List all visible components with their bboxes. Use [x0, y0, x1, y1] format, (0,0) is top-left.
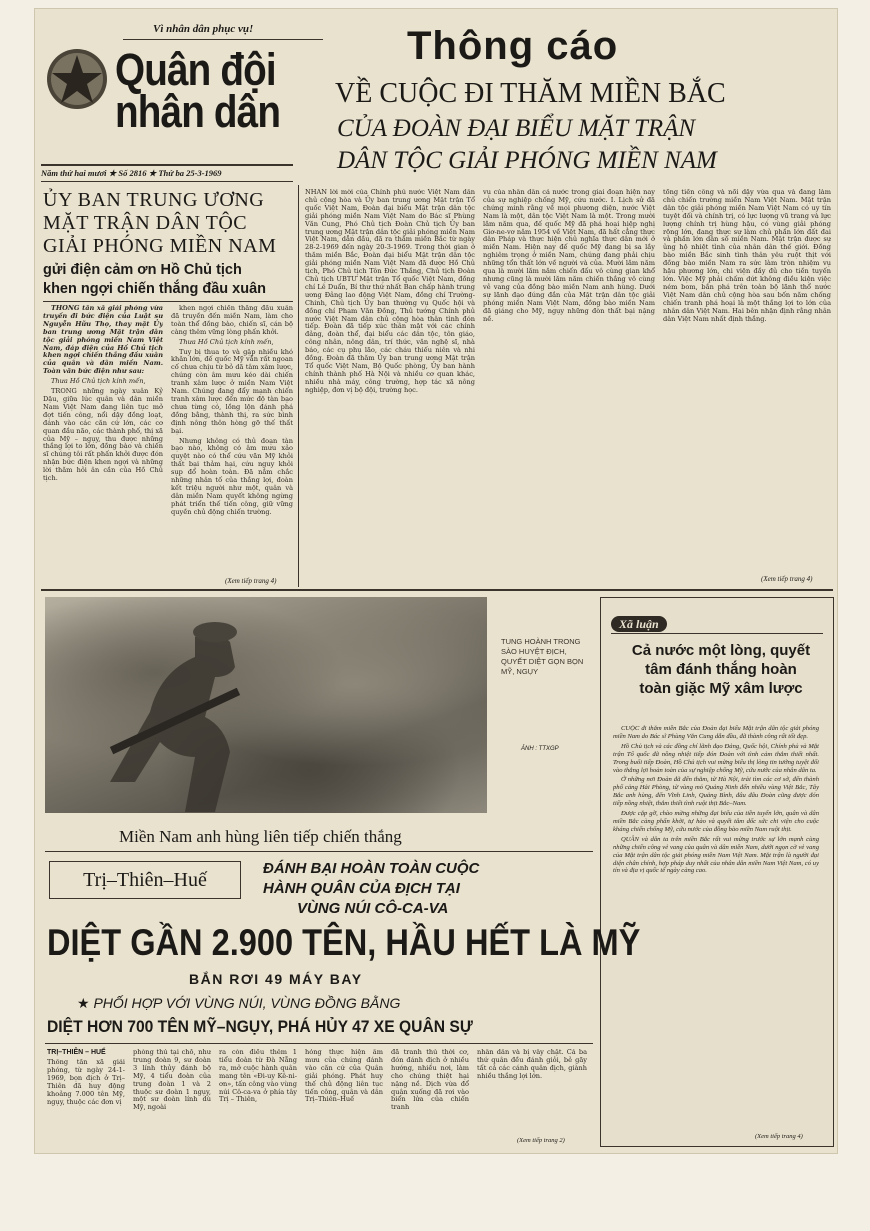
editorial-p5: QUÂN và dân ta trên miền Bắc rất vui mừng trước sự lớn mạnh cùng những chiến công vẻ vang của quân và dân miền Nam, dưới ngọn cờ vẻ vang của Mặt trận dân tộc giải phóng miền Nam Việt Nam. Mặt trận là người đại diện chân chính, hợp pháp duy nhất của nhân dân miền Nam Việt Nam, có uy tín và địa vị quốc tế ngày càng cao. [613, 835, 819, 875]
main-headline-line2: VỀ CUỘC ĐI THĂM MIỀN BẮC [335, 78, 726, 109]
battle-sub2: ★ PHỐI HỢP VỚI VÙNG NÚI, VÙNG ĐỒNG BẰNG [77, 995, 401, 1011]
left-story-body1: TRONG những ngày xuân Kỷ Dậu, giữa lúc quân và dân miền Nam Việt Nam đang liên tục mở đợt tiến công, nổi dậy đồng loạt, đánh vào các căn cứ lớn, các cơ quan đầu não, các thành phố, thị xã của Mỹ – ngụy, thu được những thắng lợi to lớn, đồng bào và chiến sĩ chúng tôi rất phấn khởi được đón nhận bức điện khen ngợi và những lời thăm hỏi ân cần của Hồ Chủ tịch. [43, 387, 163, 483]
battle-col4: hỏng thực hiện âm mưu của chúng đánh vào căn cứ của Quân giải phóng. Phát huy thế chủ động liên tục tiến công, quân và dân Trị–Thiên–Huế [305, 1049, 383, 1104]
column-divider [298, 185, 299, 587]
communique-continued[interactable]: (Xem tiếp trang 4) [761, 575, 813, 583]
battle-continued[interactable]: (Xem tiếp trang 2) [517, 1137, 565, 1144]
battle-sub1: BẮN RƠI 49 MÁY BAY [189, 971, 363, 987]
star-emblem-icon [45, 47, 109, 111]
masthead-rule [41, 164, 293, 166]
battle-kicker-rule [45, 851, 593, 852]
section-rule [41, 589, 833, 591]
battle-col2: phòng thủ tại chỗ, như trung đoàn 9, sư đoàn 3 lính thủy đánh bộ Mỹ, 4 tiểu đoàn của trung đoàn 1 và 2 thuộc sư đoàn 1 ngụy, một sư đoàn lính dù Mỹ, ngoài [133, 1049, 211, 1112]
editorial-p4: Được cặp gỡ, chào mừng những đại biểu của tiền tuyến lớn, quân và dân miền Bắc càng phấn khởi, tự hào và quyết tâm dốc sức chi viện cho cuộc kháng chiến chống Mỹ, cứu nước của đồng bào miền Nam ruột thịt. [613, 810, 819, 833]
masthead-motto: Vì nhân dân phục vụ! [153, 23, 254, 35]
battle-head2: HÀNH QUÂN CỦA ĐỊCH TẠI [263, 880, 460, 897]
main-headline-title: Thông cáo [407, 24, 619, 68]
editorial-body [613, 725, 819, 1135]
editorial-p2: Hồ Chủ tịch và các đồng chí lãnh đạo Đảng, Quốc hội, Chính phủ và Mặt trận Tổ quốc đã nồng nhiệt tiếp đón Đoàn với tình cảm thắm thiết nhất. Trong buổi tiếp Đoàn, Hồ Chủ tịch vui mừng biểu thị lòng tin tưởng tuyệt đối vào thắng lợi hoàn toàn của sự nghiệp chống Mỹ, cứu nước của nhân dân ta. [613, 742, 819, 774]
left-story-continued[interactable]: (Xem tiếp trang 4) [225, 577, 277, 585]
left-story-body3: Tuy bị thua to và gặp nhiều khó khăn lớn, đế quốc Mỹ vẫn rất ngoan cố chưa chịu từ bỏ dã tâm xâm lược, chúng còn âm mưu kéo dài chiến tranh xâm lược ở miền Nam Việt Nam. Chúng đang đẩy mạnh chiến tranh xâm lược đến mức độ tàn bạo chưa từng có, lồng lộn đánh phá đồng bằng, thành thị, ra sức bình định nông thôn hòng gỡ thế thất bại. [171, 347, 293, 435]
editorial-tag-wrap [611, 613, 667, 632]
battle-sub-rule [45, 1043, 593, 1044]
main-headline-line4: DÂN TỘC GIẢI PHÓNG MIỀN NAM [337, 147, 717, 174]
editorial-p1: CUỘC đi thăm miền Bắc của Đoàn đại biểu Mặt trận dân tộc giải phóng miền Nam do Bác sĩ Phùng Văn Cung dẫn đầu, đã thành công rất tốt đẹp. [613, 725, 819, 740]
region-box: Trị–Thiên–Huế [49, 861, 241, 899]
left-story-head1: ỦY BAN TRUNG ƯƠNG [43, 189, 265, 211]
photo-caption: TUNG HOÀNH TRONG SÀO HUYỆT ĐỊCH, QUYẾT DIỆT GỌN BỌN MỸ, NGỤY [501, 637, 584, 676]
editorial-tag-rule [611, 633, 823, 634]
battle-photo [45, 597, 487, 813]
left-story-head3: GIẢI PHÓNG MIỀN NAM [43, 235, 277, 257]
main-headline-line3: CỦA ĐOÀN ĐẠI BIỂU MẶT TRẬN [337, 115, 696, 142]
left-story-head4: gửi điện cảm ơn Hồ Chủ tịch [43, 262, 242, 278]
editorial-tag: Xã luận [611, 616, 667, 632]
masthead-title-line2: nhân dân [115, 86, 281, 137]
newspaper-page [34, 8, 838, 1154]
battle-head1: ĐÁNH BẠI HOÀN TOÀN CUỘC [263, 860, 480, 877]
left-story-salutation: Thưa Hồ Chủ tịch kính mến, [51, 377, 146, 386]
left-story-head2: MẶT TRẬN DÂN TỘC [43, 212, 248, 234]
masthead-title-line1: Quân đội [115, 44, 276, 95]
left-story-intro: THÔNG tấn xã giải phóng vừa truyền đi bức điện của Luật sư Nguyễn Hữu Thọ, thay mặt Ủy ban trung ương Mặt trận dân tộc giải phóng miền Nam Việt Nam, đáp điện của Hồ Chủ tịch khen ngợi chiến thắng đầu xuân của quân và dân miền Nam. Toàn văn bức điện như sau: [43, 305, 163, 376]
battle-col6: nhân dân và bị vây chặt. Cả ba thứ quân đều đánh giỏi, bẻ gãy tất cả các cánh quân địch, giành nhiều thắng lợi lớn. [477, 1049, 587, 1080]
motto-rule [123, 39, 323, 40]
editorial-p3: Ở những nơi Đoàn đã đến thăm, từ Hà Nội, trải tìm các cơ sở, đến thành phố cảng Hải Phòng, từ vùng mỏ Quảng Ninh đến nhiều vùng Việt Bắc, Tây Bắc anh hùng, đến Vĩnh Linh, Quảng Bình, đâu đâu Đoàn cũng được đón tiếp nồng nhiệt, thắm thiết tình ruột thịt Bắc–Nam. [613, 776, 819, 808]
communique-col1: NHÂN lời mời của Chính phủ nước Việt Nam dân chủ cộng hòa và Ủy ban trung ương Mặt trận Tổ quốc Việt Nam, Đoàn đại biểu Mặt trận dân tộc giải phóng miền Nam Việt Nam do Bác sĩ Phùng Văn Cung, Phó Chủ tịch Đoàn Chủ tịch Ủy ban trung ương Mặt trận dân tộc giải phóng miền Nam Việt Nam, dẫn đầu, đã ra thăm miền Bắc từ ngày 28-2-1969 đến ngày 20-3-1969. Trong thời gian ở thăm miền Bắc, Đoàn đại biểu Mặt trận dân tộc giải phóng miền Nam Việt Nam đã được Hồ Chủ tịch, Phó Chủ tịch Tôn Đức Thắng, Chủ tịch Đoàn Chủ tịch UBTƯ Mặt trận Tổ quốc Việt Nam, đồng chí Lê Duẩn, Bí thư thứ nhất Ban chấp hành trung ương Đảng lao động Việt Nam, đồng chí Trường-Chinh, Chủ tịch Ủy ban thường vụ Quốc hội và đồng chí Phạm Văn Đồng, Thủ tướng Chính phủ nước Việt Nam dân chủ cộng hòa thân tình đón tiếp. Đoàn đã tiếp xúc thân mật với các chính đảng, đoàn thể, đại biểu các dân tộc, tôn giáo, công nhân, nông dân, trí thức, văn nghệ sĩ, nhà báo, các cụ phụ lão, các cháu thiếu niên và nhi đồng. Đoàn đã thăm Ủy ban trung ương Mặt trận Tổ quốc Việt Nam, Bộ Quốc phòng, Ủy ban hành chính thành phố Hà Nội và nhiều cơ quan khác, nhiều nhà máy, công trường, hợp tác xã nông nghiệp, đơn vị bộ đội, trường học. [305, 189, 475, 394]
left-story-salutation2: Thưa Hồ Chủ tịch kính mến, [179, 337, 274, 346]
battle-col3: ra còn điều thêm 1 tiểu đoàn từ Đà Nẵng ra, mở cuộc hành quân mang tên «Đi-uy Kê-ni-ơn», tấn công vào vùng núi Cô-ca-va ở phía tây Trị – Thiên, [219, 1049, 297, 1104]
communique-col2: vụ của nhân dân cả nước trong giai đoạn hiện nay của sự nghiệp chống Mỹ, cứu nước. I. Lịch sử đã chứng minh rằng về mọi phương diện, nước Việt Nam là một, dân tộc Việt Nam là một. Trong mười lăm năm qua, đế quốc Mỹ đã phá hoại hiệp nghị Giơ-ne-vơ năm 1954 về Việt Nam, đã hất cẳng thực dân Pháp và thực hiện chủ nghĩa thực dân mới ở miền Nam. Hiện nay đế quốc Mỹ đang bị sa lầy nghiêm trọng ở miền Nam, chúng đang phải chịu những tổn thất lớn về người và của. Mười lăm năm qua là mười lăm năm chiến đấu vô cùng gian khổ nhưng cũng là mười lăm năm chiến thắng vô cùng vẻ vang của đồng bào miền Nam anh hùng. Dưới sự lãnh đạo đúng đắn của Mặt trận dân tộc giải phóng miền Nam Việt Nam, đồng bào miền Nam đã giáng cho Mỹ, ngụy những đòn thất bại nặng nề. [483, 189, 655, 323]
left-story-head5: khen ngợi chiến thắng đầu xuân [43, 281, 266, 297]
battle-head3: VÙNG NÚI CÔ-CA-VA [297, 900, 449, 917]
battle-col1: Thông tấn xã giải phóng, từ ngày 24-1-1969, bọn địch ở Trị–Thiên đã huy động khoảng 7.000 tên Mỹ, ngụy, thuộc các đơn vị [47, 1059, 125, 1106]
left-story-body2: khen ngợi chiến thắng đầu xuân đã truyền đến miền Nam, làm cho toàn thể đồng bào, chiến sĩ, cán bộ càng thêm vững lòng phấn khởi. [171, 305, 293, 336]
battle-col5: đã tranh thủ thời cơ, đón đánh địch ở nhiều hướng, nhiều nơi, làm cho chúng thiệt hại nặng nề. Dịch vừa đổ quân xuống đã rơi vào biển lửa của chiến tranh [391, 1049, 469, 1112]
issue-info: Năm thứ hai mươi ★ Số 2816 ★ Thứ ba 25-3-1969 [41, 168, 222, 178]
left-story-col2 [171, 305, 293, 573]
battle-kicker: Miền Nam anh hùng liên tiếp chiến thắng [119, 827, 402, 846]
battle-banner: DIỆT GẦN 2.900 TÊN, HẦU HẾT LÀ MỸ [47, 922, 641, 963]
battle-dateline: TRỊ–THIÊN – HUẾ [47, 1049, 106, 1056]
editorial-continued[interactable]: (Xem tiếp trang 4) [755, 1133, 803, 1140]
editorial-title: Cả nước một lòng, quyết tâm đánh thắng hoàn toàn giặc Mỹ xâm lược [631, 642, 811, 697]
issue-rule [41, 181, 293, 182]
photo-credit: ẢNH : TTXGP [521, 746, 559, 752]
left-story-body4: Nhưng không có thủ đoạn tàn bạo nào, không có âm mưu xảo quyệt nào có thể cứu vãn Mỹ khỏi thất bại thảm hại, cứu nguy khỏi sụp đổ hoàn toàn. Đã nắm chắc những nhân tố của thắng lợi, đoàn kết triệu người như một, quân và dân miền Nam quyết không ngừng phát triển thế tiến công, giữ vững quyền chủ động chiến trường. [171, 436, 293, 516]
left-story-rule [43, 301, 293, 302]
soldier-silhouette-icon [45, 597, 487, 813]
left-story-col1 [43, 305, 163, 585]
communique-col3: tổng tiến công và nổi dậy vừa qua và đang làm chủ chiến trường miền Nam Việt Nam. Mặt trận dân tộc giải phóng miền Nam Việt Nam có uy tín tuyệt đối và chính trị, có lực lượng vũ trang và lực lượng chính trị hùng hậu, có vùng giải phóng rộng lớn, đang thực sự làm chủ phần lớn đất đai và phần lớn dân số miền Nam. Mặt trận được sự ủng hộ nhiệt tình của nhân dân thế giới. Đồng bào miền Bắc sinh tình thân yêu ruột thịt với đồng bào miền Nam ra sức làm tròn nhiệm vụ hậu phương lớn, chi viện đầy đủ cho tiền tuyến lớn. Việc Mỹ phải chấm dứt không điều kiện việc ném bom, bắn phá trên toàn bộ lãnh thổ nước Việt Nam dân chủ cộng hòa sau bốn năm chống chiến tranh phá hoại là một thắng lợi to lớn của nhân dân Việt Nam. Hai bên nhận định rằng nhân dân Việt Nam nhất định thắng. [663, 189, 831, 323]
battle-sub3: DIỆT HƠN 700 TÊN MỸ–NGỤY, PHÁ HỦY 47 XE QUÂN SỰ [47, 1017, 473, 1036]
